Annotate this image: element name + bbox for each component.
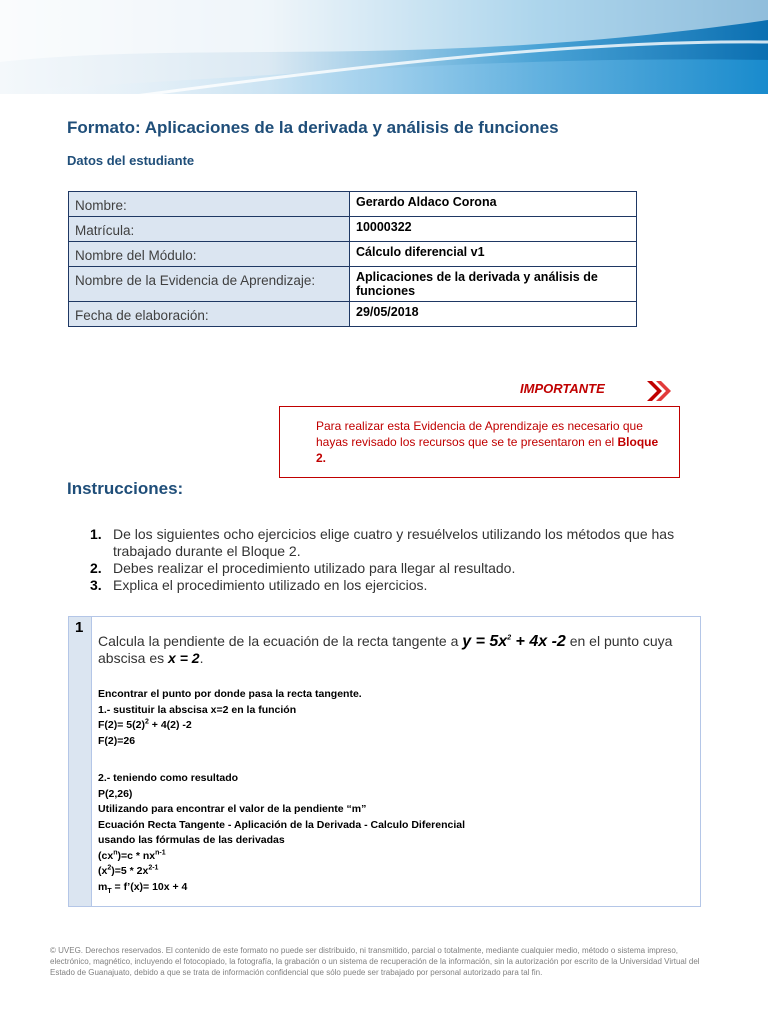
equation: $y = 5x^2 + 4x$ -2 bbox=[462, 633, 566, 650]
work-line: usando las fórmulas de las derivadas bbox=[98, 834, 285, 846]
row-label: Nombre del Módulo: bbox=[69, 242, 350, 267]
notice-text: Para realizar esta Evidencia de Aprendizaje es necesario que hayas revisado los recursos que se te presentaron en el bbox=[316, 419, 643, 449]
row-label: Matrícula: bbox=[69, 217, 350, 242]
work-line: $(cx^n)=c * nx^{n-1}$ bbox=[98, 849, 166, 862]
list-number: 2. bbox=[90, 560, 102, 576]
x-value: x = 2 bbox=[168, 650, 200, 666]
list-item bbox=[90, 560, 700, 577]
row-label: Nombre: bbox=[69, 192, 350, 217]
work-line: Utilizando para encontrar el valor de la pendiente “m” bbox=[98, 803, 367, 815]
exercise-number-column bbox=[69, 617, 92, 906]
important-label: IMPORTANTE bbox=[520, 381, 605, 396]
page-title: Formato: Aplicaciones de la derivada y análisis de funciones bbox=[67, 118, 559, 137]
row-label: Fecha de elaboración: bbox=[69, 302, 350, 327]
work-line: $(x^2)=5 * 2x^{2-1}$ bbox=[98, 864, 159, 877]
table-row bbox=[69, 302, 637, 327]
row-label: Nombre de la Evidencia de Aprendizaje: bbox=[69, 267, 350, 302]
table-row bbox=[69, 267, 637, 302]
question-text: en el punto cuya abscisa es bbox=[98, 633, 673, 666]
exercise-box bbox=[68, 616, 701, 907]
important-notice bbox=[279, 406, 680, 478]
exercise-number: 1 bbox=[75, 619, 84, 636]
work-line: 1.- sustituir la abscisa x=2 en la función bbox=[98, 703, 297, 716]
header-banner bbox=[0, 0, 768, 98]
copyright-footer: © UVEG. Derechos reservados. El contenido de este formato no puede ser distribuido, ni transmitido, parcial o totalmente, mediante cualquier medio, método o sistema impreso, electrónico, magnético, incluyendo el fotocopiado, la fotografía, la grabación o un sistema de recuperación de la información, sin la autorización por escrito de la Universidad Virtual del Estado de Guanajuato, debido a que se trata de información confidencial que sólo puede ser trabajado por personal autorizado para tal fin. bbox=[50, 946, 700, 977]
question-text: Calcula la pendiente de la ecuación de la recta tangente a bbox=[98, 633, 459, 649]
exercise-question: Calcula la pendiente de la ecuación de la recta tangente a $y = 5x^2 + 4x$ -2 en el punto cuya abscisa es x = 2. bbox=[98, 633, 673, 666]
list-text: Debes realizar el procedimiento utilizado para llegar al resultado. bbox=[113, 560, 516, 576]
table-row bbox=[69, 242, 637, 267]
table-row bbox=[69, 192, 637, 217]
exercise-work bbox=[98, 687, 688, 895]
list-text: De los siguientes ocho ejercicios elige cuatro y resuélvelos utilizando los métodos que has trabajado durante el Bloque 2. bbox=[113, 526, 675, 559]
work-line: $F(2)= 5(2)^2 + 4(2)$ -2 bbox=[98, 718, 192, 731]
list-number: 3. bbox=[90, 577, 102, 593]
work-line: P(2,26) bbox=[98, 787, 133, 800]
list-text: Explica el procedimiento utilizado en los ejercicios. bbox=[113, 577, 428, 593]
double-chevron-icon bbox=[645, 379, 673, 403]
work-line: 2.- teniendo como resultado bbox=[98, 772, 239, 784]
notice-bold-text: Bloque 2. bbox=[316, 435, 659, 465]
instructions-list bbox=[90, 526, 700, 594]
row-value: Aplicaciones de la derivada y análisis de funciones bbox=[350, 267, 637, 302]
list-number: 1. bbox=[90, 526, 102, 542]
work-line: Encontrar el punto por donde pasa la recta tangente. bbox=[98, 688, 362, 700]
row-value: 29/05/2018 bbox=[350, 302, 637, 327]
row-value: Cálculo diferencial v1 bbox=[350, 242, 637, 267]
row-value: Gerardo Aldaco Corona bbox=[350, 192, 637, 217]
row-value: 10000322 bbox=[350, 217, 637, 242]
student-data-table bbox=[68, 191, 637, 327]
work-line: Ecuación Recta Tangente - Aplicación de la Derivada - Calculo Diferencial bbox=[98, 818, 466, 831]
table-row bbox=[69, 217, 637, 242]
section-subtitle: Datos del estudiante bbox=[67, 153, 195, 168]
instructions-heading: Instrucciones: bbox=[67, 479, 184, 498]
list-item bbox=[90, 577, 700, 594]
work-line: $m_T$ = f’(x)= 10x + 4 bbox=[98, 880, 188, 895]
work-line: F(2)=26 bbox=[98, 734, 136, 747]
list-item bbox=[90, 526, 700, 560]
